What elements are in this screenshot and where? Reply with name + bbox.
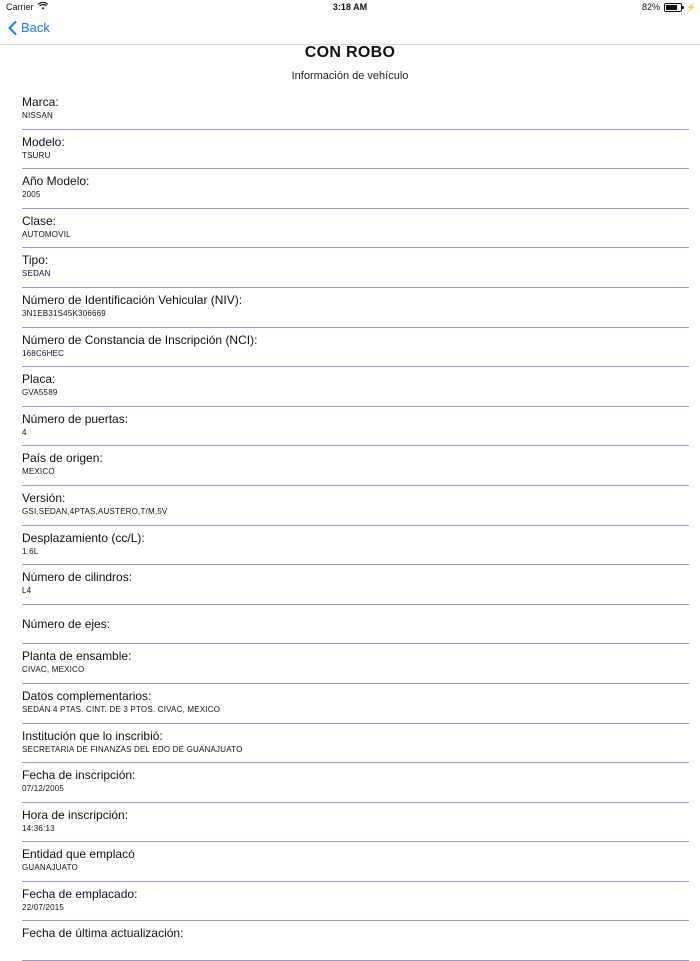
field-value: 1.6L [22, 546, 39, 556]
field-label: Marca: [22, 95, 59, 109]
battery-percent: 82% [642, 2, 661, 12]
field-label: Año Modelo: [22, 174, 90, 189]
info-row [22, 130, 689, 170]
page-title: CON ROBO [304, 44, 396, 61]
field-value: AUTOMOVIL [22, 229, 71, 239]
field-label: Número de cilindros: [22, 570, 133, 585]
info-row [22, 882, 689, 922]
field-label: Fecha de inscripción: [22, 768, 136, 783]
field-label: Número de Identificación Vehicular (NIV): [22, 292, 243, 307]
info-row [22, 605, 689, 645]
field-value: 3N1EB31S45K306669 [22, 308, 106, 318]
info-row [22, 921, 689, 961]
field-value: 2005 [22, 190, 41, 200]
field-label: País de origen: [22, 451, 103, 466]
field-label: Clase: [22, 213, 57, 228]
info-row [22, 248, 689, 288]
info-row [22, 328, 689, 368]
chevron-left-icon [8, 21, 17, 35]
info-row [22, 763, 689, 803]
field-value: SECRETARIA DE FINANZAS DEL EDO DE GUANAJUATO [22, 744, 243, 754]
field-label: Tipo: [22, 253, 49, 268]
field-value: 168C6HEC [22, 348, 65, 358]
field-label: Planta de ensamble: [22, 649, 132, 664]
back-label: Back [21, 20, 50, 35]
field-value: 4 [22, 427, 27, 437]
carrier-label: Carrier [6, 2, 34, 12]
info-row [22, 644, 689, 684]
info-row [22, 446, 689, 486]
info-row [22, 684, 689, 724]
field-value: 07/12/2005 [22, 784, 65, 794]
field-label: Institución que lo inscribió: [22, 728, 163, 743]
field-value: GSI,SEDAN,4PTAS,AUSTERO,T/M,5V [22, 506, 168, 516]
field-label: Datos complementarios: [22, 688, 152, 703]
field-value: 22/07/2015 [22, 902, 65, 912]
field-value: GUANAJUATO [22, 863, 78, 873]
info-row [22, 169, 689, 209]
battery-icon [664, 3, 682, 12]
field-value: TSURU [22, 150, 51, 160]
field-value: 14:36:13 [22, 823, 55, 833]
field-value: GVA5589 [22, 388, 58, 398]
info-row [22, 407, 689, 447]
field-value: SEDAN 4 PTAS. CINT. DE 3 PTOS. CIVAC, MEXICO [22, 704, 221, 714]
vehicle-info-list [0, 90, 700, 961]
page-subtitle: Información de vehículo [291, 70, 409, 82]
field-label: Entidad que emplacó [22, 847, 135, 862]
info-row [22, 724, 689, 764]
status-right [642, 2, 696, 12]
field-label: Número de Constancia de Inscripción (NCI): [22, 332, 258, 347]
clock: 3:18 AM [332, 2, 368, 12]
status-bar [0, 0, 700, 16]
field-label: Versión: [22, 490, 66, 505]
info-row [22, 565, 689, 605]
field-value: CIVAC, MEXICO [22, 665, 85, 675]
field-label: Hora de inscripción: [22, 807, 129, 822]
info-row [22, 367, 689, 407]
info-row [22, 209, 689, 249]
field-label: Desplazamiento (cc/L): [22, 530, 145, 545]
info-row [22, 288, 689, 328]
field-value: SEDAN [22, 269, 51, 279]
field-value: MEXICO [22, 467, 55, 477]
info-row [22, 486, 689, 526]
navigation-bar [0, 16, 700, 45]
field-label: Número de ejes: [22, 616, 111, 631]
charging-icon: ⚡ [686, 2, 696, 12]
field-label: Placa: [22, 372, 56, 387]
field-label: Fecha de emplacado: [22, 886, 138, 901]
field-value: L4 [22, 586, 32, 596]
info-row [22, 526, 689, 566]
field-label: Modelo: [22, 134, 65, 149]
back-button[interactable] [8, 20, 50, 35]
info-row [22, 842, 689, 882]
field-label: Número de puertas: [22, 411, 129, 426]
info-row [22, 90, 689, 130]
field-label: Fecha de última actualización: [22, 926, 184, 941]
info-row [22, 803, 689, 843]
field-value: NISSAN [22, 111, 53, 120]
